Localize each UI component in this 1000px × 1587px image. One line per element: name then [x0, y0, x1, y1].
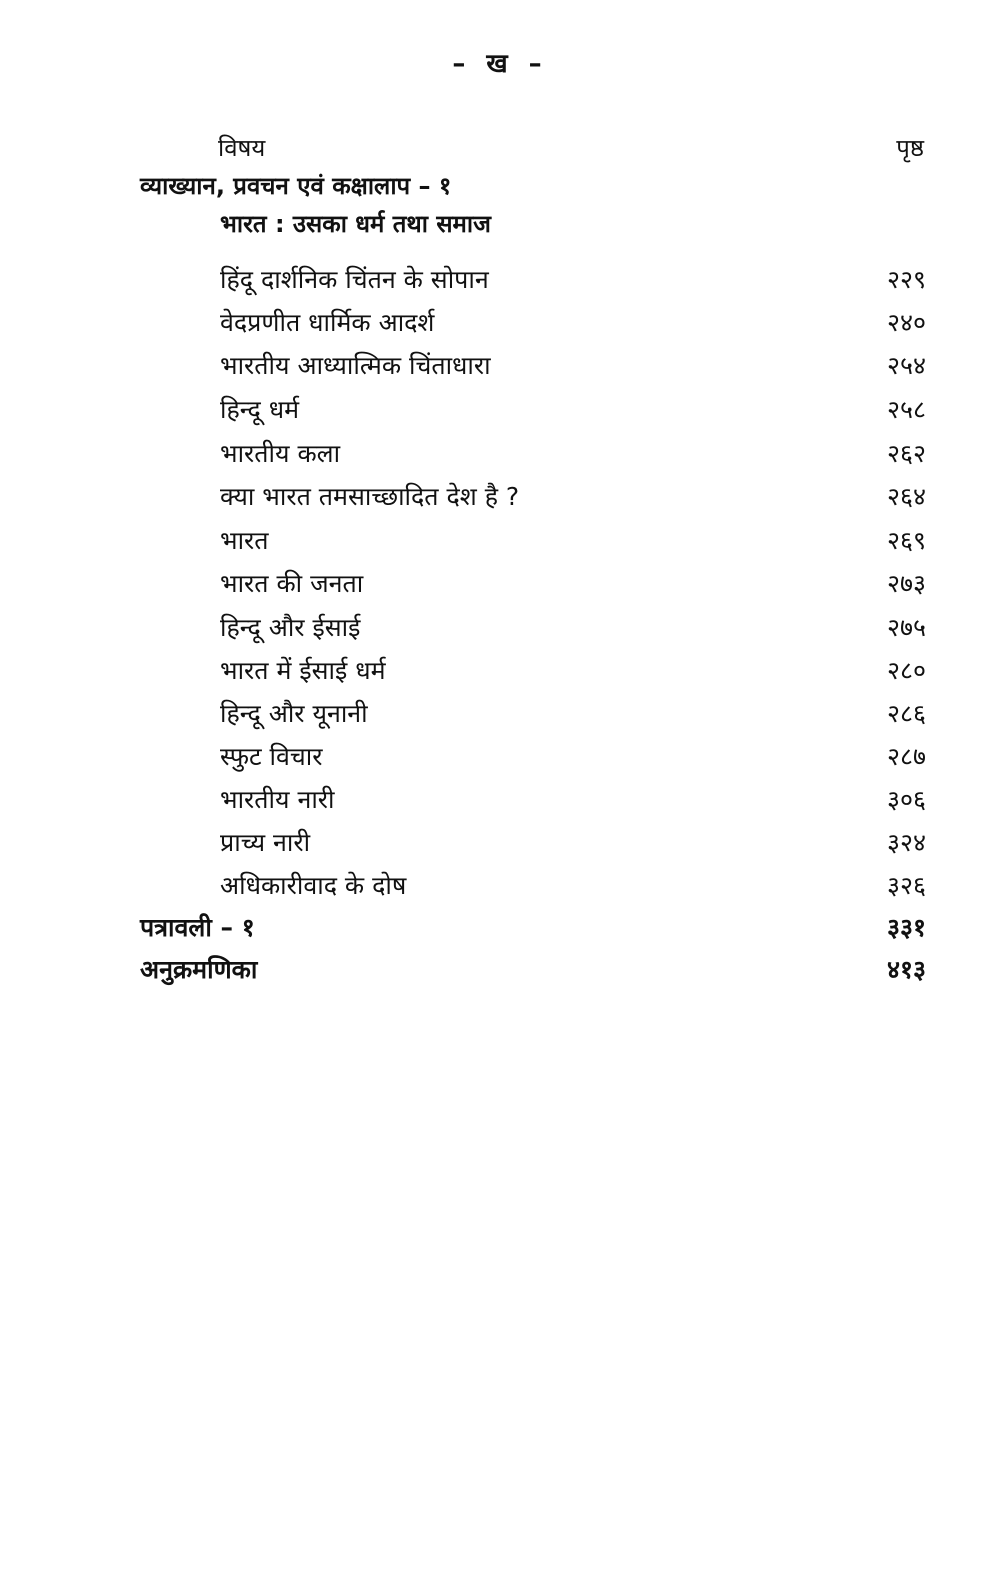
- toc-entry[interactable]: [0, 348, 1000, 388]
- entry-page: २८७: [886, 742, 926, 771]
- section-title: अनुक्रमणिका: [140, 955, 258, 984]
- entry-title: भारत की जनता: [220, 569, 364, 598]
- entry-title: स्फुट विचार: [220, 742, 323, 771]
- page-column-label: पृष्ठ: [896, 134, 924, 162]
- entry-page: २८६: [886, 699, 926, 728]
- section-page: ४१३: [886, 955, 926, 984]
- toc-entry[interactable]: [0, 566, 1000, 606]
- entry-title: वेदप्रणीत धार्मिक आदर्श: [220, 308, 435, 337]
- section-heading: [0, 168, 1000, 208]
- entry-title: भारतीय नारी: [220, 785, 335, 814]
- toc-entry[interactable]: [0, 696, 1000, 736]
- toc-entry[interactable]: [0, 739, 1000, 779]
- toc-entry[interactable]: [0, 868, 1000, 908]
- entry-page: २७५: [886, 613, 926, 642]
- entry-page: २२९: [886, 265, 926, 294]
- entry-title: भारत: [220, 526, 269, 555]
- toc-entry[interactable]: [0, 523, 1000, 563]
- toc-entry[interactable]: [0, 436, 1000, 476]
- section-title: व्याख्यान, प्रवचन एवं कक्षालाप – १: [140, 172, 452, 200]
- entry-title: अधिकारीवाद के दोष: [220, 871, 407, 900]
- entry-title: भारतीय कला: [220, 439, 341, 468]
- entry-page: २६४: [886, 482, 926, 511]
- toc-entry[interactable]: [0, 479, 1000, 519]
- entry-title: हिन्दू और ईसाई: [220, 613, 361, 642]
- entry-page: २४०: [886, 308, 926, 337]
- toc-entry[interactable]: [0, 392, 1000, 432]
- page-marker: – ख –: [452, 49, 548, 79]
- entry-page: ३२४: [886, 828, 926, 857]
- entry-page: ३०६: [886, 785, 926, 814]
- toc-entry[interactable]: [0, 653, 1000, 693]
- entry-page: २८०: [886, 656, 926, 685]
- toc-entry[interactable]: [0, 825, 1000, 865]
- entry-title: क्या भारत तमसाच्छादित देश है ?: [220, 482, 520, 511]
- toc-entry[interactable]: [0, 610, 1000, 650]
- section-page: ३३१: [886, 913, 926, 942]
- entry-title: भारतीय आध्यात्मिक चिंताधारा: [220, 351, 491, 380]
- entry-page: २५४: [886, 351, 926, 380]
- entry-title: हिन्दू और यूनानी: [220, 699, 368, 728]
- subject-column-label: विषय: [218, 134, 266, 162]
- entry-page: २५८: [886, 395, 926, 424]
- entry-title: हिंदू दार्शनिक चिंतन के सोपान: [220, 265, 489, 294]
- entry-title: भारत में ईसाई धर्म: [220, 656, 386, 685]
- entry-page: ३२६: [886, 871, 926, 900]
- entry-page: २७३: [886, 569, 926, 598]
- toc-header: [0, 130, 1000, 170]
- toc-entry[interactable]: [0, 262, 1000, 302]
- subsection-heading: [0, 206, 1000, 246]
- toc-entry[interactable]: [0, 305, 1000, 345]
- subsection-title: भारत : उसका धर्म तथा समाज: [220, 210, 491, 238]
- toc-section-letters[interactable]: [0, 910, 1000, 950]
- entry-page: २६९: [886, 526, 926, 555]
- section-title: पत्रावली – १: [140, 913, 255, 942]
- toc-entry[interactable]: [0, 782, 1000, 822]
- toc-section-index[interactable]: [0, 952, 1000, 992]
- entry-page: २६२: [886, 439, 926, 468]
- entry-title: प्राच्य नारी: [220, 828, 311, 857]
- entry-title: हिन्दू धर्म: [220, 395, 300, 424]
